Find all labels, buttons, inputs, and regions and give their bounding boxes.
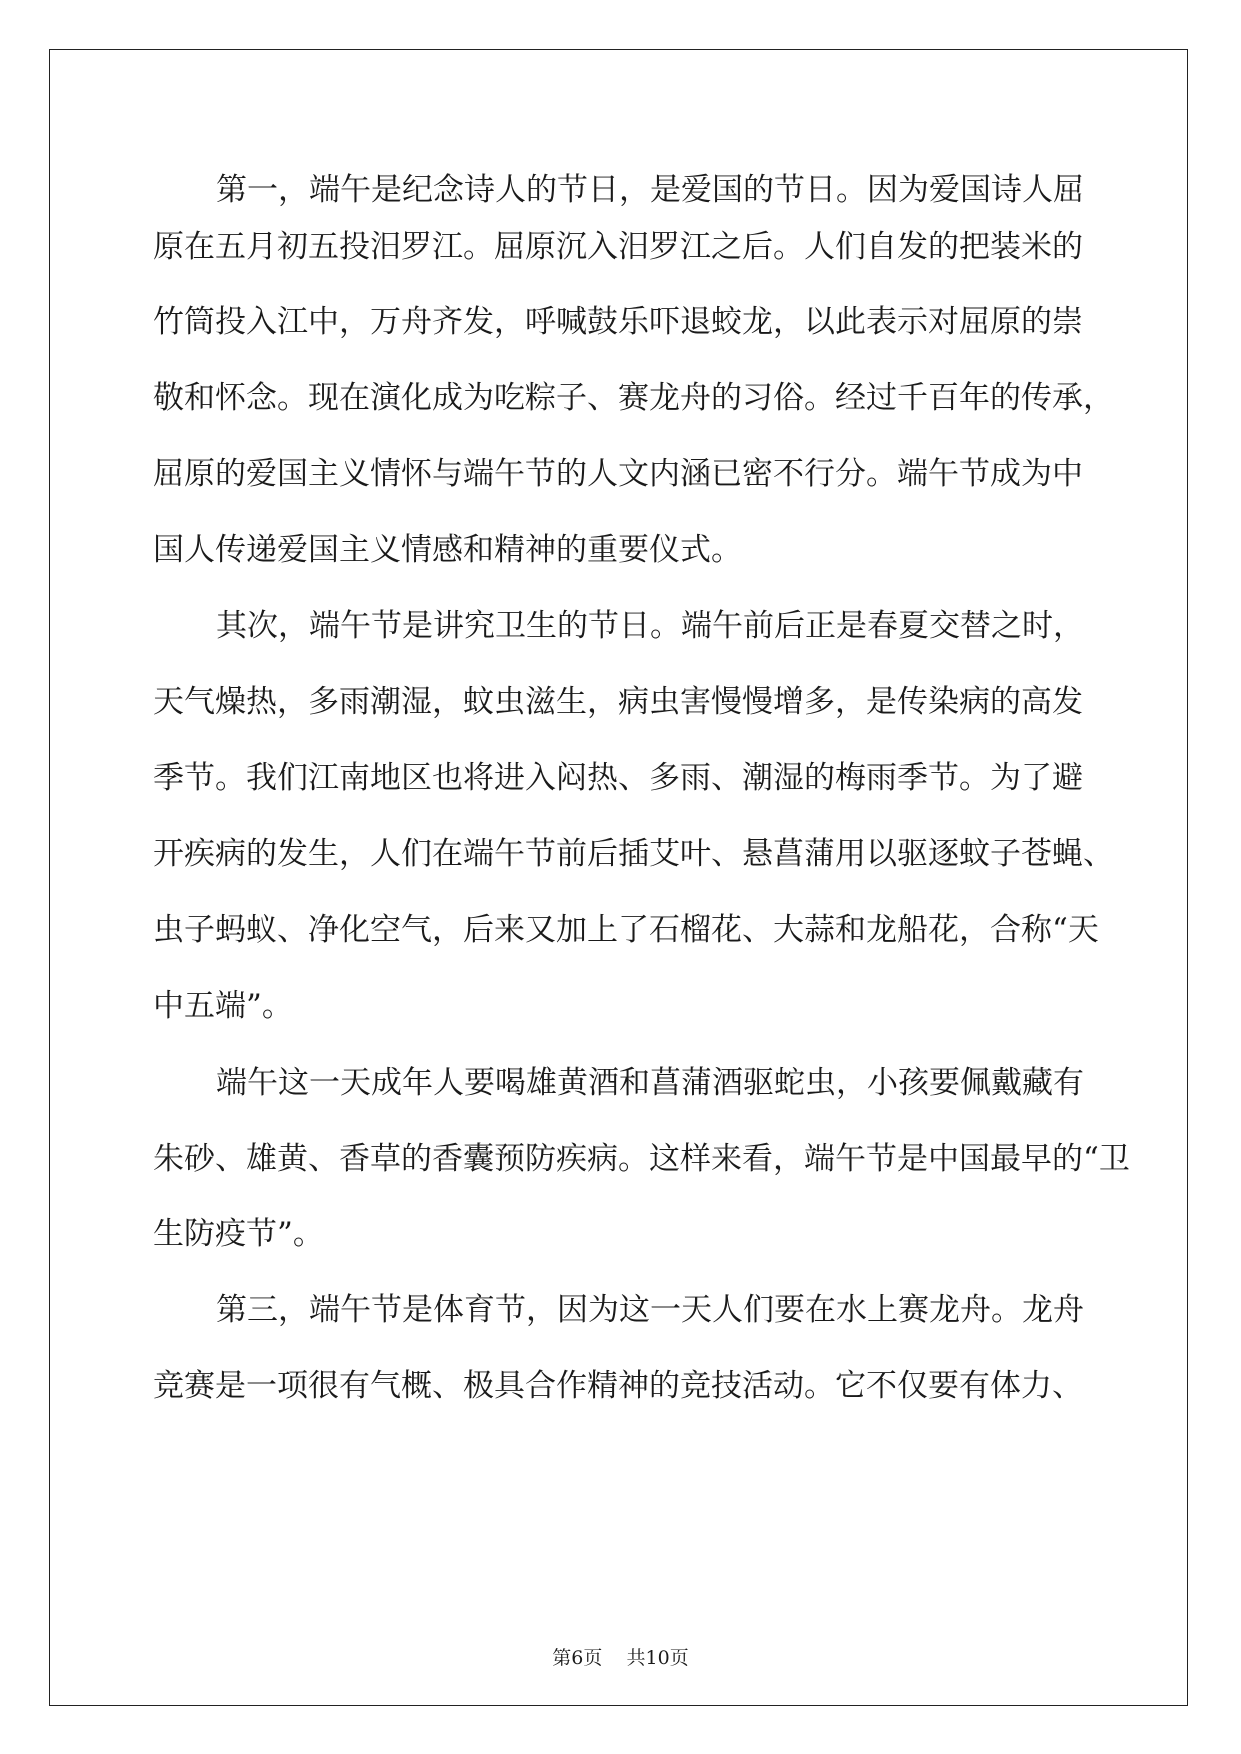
paragraph-3-line-1: 端午这一天成年人要喝雄黄酒和菖蒲酒驱蛇虫，小孩要佩戴藏有 [216,1065,1084,1101]
paragraph-2-line-4: 开疾病的发生，人们在端午节前后插艾叶、悬菖蒲用以驱逐蚊子苍蝇、 [153,836,1114,872]
paragraph-1-line-1: 第一，端午是纪念诗人的节日，是爱国的节日。因为爱国诗人屈 [216,172,1084,208]
paragraph-2-line-1: 其次，端午节是讲究卫生的节日。端午前后正是春夏交替之时， [216,608,1084,644]
paragraph-4-line-1: 第三，端午节是体育节，因为这一天人们要在水上赛龙舟。龙舟 [216,1292,1084,1328]
paragraph-2-line-6: 中五端”。 [153,988,293,1024]
paragraph-2-line-3: 季节。我们江南地区也将进入闷热、多雨、潮湿的梅雨季节。为了避 [153,760,1083,796]
paragraph-2-line-5: 虫子蚂蚁、净化空气，后来又加上了石榴花、大蒜和龙船花，合称“天 [153,912,1099,948]
paragraph-3-line-2: 朱砂、雄黄、香草的香囊预防疾病。这样来看，端午节是中国最早的“卫 [153,1141,1130,1177]
paragraph-1-line-3: 竹筒投入江中，万舟齐发，呼喊鼓乐吓退蛟龙，以此表示对屈原的崇 [153,304,1083,340]
page-border [49,49,1188,1706]
paragraph-1-line-4: 敬和怀念。现在演化成为吃粽子、赛龙舟的习俗。经过千百年的传承， [153,380,1114,416]
paragraph-3-line-3: 生防疫节”。 [153,1216,324,1252]
paragraph-4-line-2: 竞赛是一项很有气概、极具合作精神的竞技活动。它不仅要有体力、 [153,1368,1083,1404]
page-number-footer: 第6页 共10页 [552,1647,689,1669]
paragraph-1-line-5: 屈原的爱国主义情怀与端午节的人文内涵已密不行分。端午节成为中 [153,456,1083,492]
paragraph-1-line-2: 原在五月初五投汨罗江。屈原沉入汨罗江之后。人们自发的把装米的 [153,229,1083,265]
paragraph-1-line-6: 国人传递爱国主义情感和精神的重要仪式。 [153,532,742,568]
paragraph-2-line-2: 天气燥热，多雨潮湿，蚊虫滋生，病虫害慢慢增多，是传染病的高发 [153,684,1083,720]
